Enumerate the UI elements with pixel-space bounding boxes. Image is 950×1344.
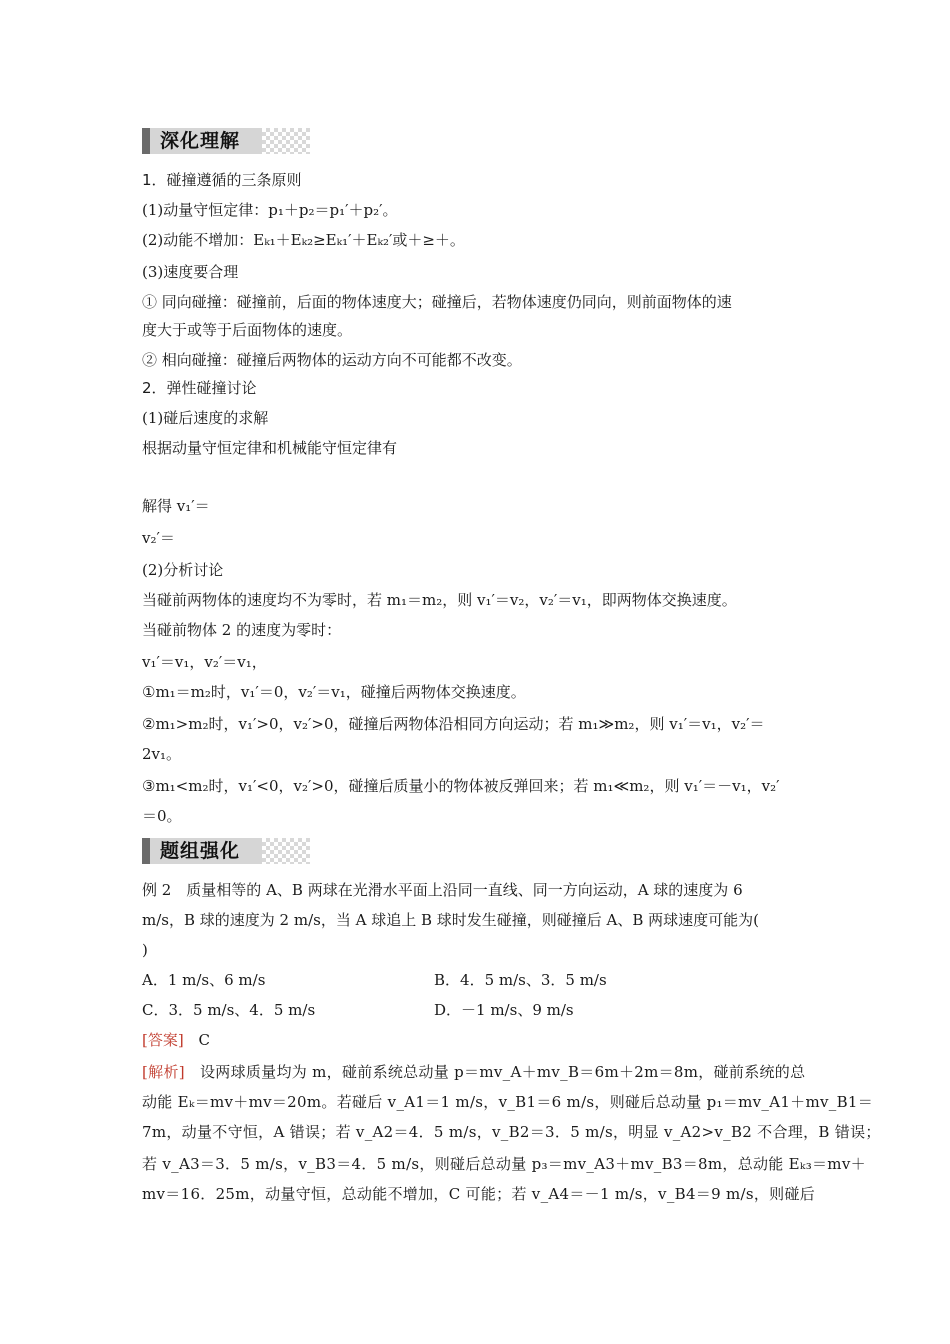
analysis-label: [解析] bbox=[142, 1063, 185, 1081]
subheading-analysis: (2)分析讨论 bbox=[142, 561, 224, 579]
option-c: C．3．5 m/s、4．5 m/s bbox=[142, 1001, 316, 1019]
same-direction-line2: 度大于或等于后面物体的速度。 bbox=[142, 321, 353, 339]
heading-collision-principles: 1．碰撞遵循的三条原则 bbox=[142, 171, 302, 189]
heading-elastic: 2．弹性碰撞讨论 bbox=[142, 379, 257, 397]
section-header-deepen bbox=[142, 124, 312, 158]
option-d: D．－1 m/s、9 m/s bbox=[434, 1001, 574, 1019]
solution-v1: 解得 v₁′＝ bbox=[142, 497, 210, 515]
section-title: 题组强化 bbox=[160, 840, 241, 862]
principle-energy: (2)动能不增加：Eₖ₁＋Eₖ₂≥Eₖ₁′＋Eₖ₂′或＋≥＋。 bbox=[142, 231, 465, 249]
analysis-para-line4: 若 v_A3＝3．5 m/s，v_B3＝4．5 m/s，则碰后总动量 p₃＝mv_A3＋mv_B3＝8m，总动能 Eₖ₃＝mv＋ bbox=[142, 1155, 866, 1173]
section-header-practice bbox=[142, 834, 312, 868]
analysis-para-line3: 7m，动量不守恒，A 错误；若 v_A2＝4．5 m/s，v_B2＝3．5 m/s，明显 v_A2>v_B2 不合理，B 错误； bbox=[142, 1123, 881, 1141]
subheading-velocity-solution: (1)碰后速度的求解 bbox=[142, 409, 269, 427]
analysis-para-line2: 动能 Eₖ＝mv＋mv＝20m。若碰后 v_A1＝1 m/s，v_B1＝6 m/s，则碰后总动量 p₁＝mv_A1＋mv_B1＝ bbox=[142, 1093, 874, 1111]
principle-momentum: (1)动量守恒定律：p₁＋p₂＝p₁′＋p₂′。 bbox=[142, 201, 398, 219]
answer-line bbox=[142, 1030, 812, 1050]
answer-value: C bbox=[198, 1031, 210, 1049]
analysis-text: 设两球质量均为 m，碰前系统总动量 p＝mv_A＋mv_B＝6m＋2m＝8m，碰前系统的总 bbox=[199, 1063, 806, 1081]
case-equal-mass: ①m₁＝m₂时，v₁′＝0，v₂′＝v₁，碰撞后两物体交换速度。 bbox=[142, 683, 526, 701]
analysis-line3: v₁′＝v₁，v₂′＝v₁， bbox=[142, 653, 267, 671]
example-line1: 例 2 质量相等的 A、B 两球在光滑水平面上沿同一直线、同一方向运动，A 球的速度为 6 bbox=[142, 881, 743, 899]
analysis-line2: 当碰前物体 2 的速度为零时： bbox=[142, 621, 342, 639]
answer-label: [答案] bbox=[142, 1031, 184, 1049]
principle-velocity: (3)速度要合理 bbox=[142, 263, 239, 281]
case-smaller-mass-line2: ＝0。 bbox=[142, 807, 182, 825]
same-direction-line1: ① 同向碰撞：碰撞前，后面的物体速度大；碰撞后，若物体速度仍同向，则前面物体的速 bbox=[142, 293, 732, 311]
case-greater-mass-line2: 2v₁。 bbox=[142, 745, 182, 763]
analysis-line1: 当碰前两物体的速度均不为零时，若 m₁＝m₂，则 v₁′＝v₂，v₂′＝v₁，即两物体交换速度。 bbox=[142, 591, 737, 609]
solution-v2: v₂′＝ bbox=[142, 529, 175, 547]
analysis-para-line1 bbox=[142, 1062, 812, 1082]
example-line2: m/s，B 球的速度为 2 m/s，当 A 球追上 B 球时发生碰撞，则碰撞后 A、B 两球速度可能为( bbox=[142, 911, 759, 929]
section-title: 深化理解 bbox=[160, 130, 241, 152]
analysis-para-line5: mv＝16．25m，动量守恒，总动能不增加，C 可能；若 v_A4＝－1 m/s，v_B4＝9 m/s，则碰后 bbox=[142, 1185, 816, 1203]
conservation-statement: 根据动量守恒定律和机械能守恒定律有 bbox=[142, 439, 398, 457]
option-a: A．1 m/s、6 m/s bbox=[142, 971, 266, 989]
example-line3: ) bbox=[142, 941, 148, 959]
case-greater-mass-line1: ②m₁>m₂时，v₁′>0，v₂′>0，碰撞后两物体沿相同方向运动；若 m₁≫m₂，则 v₁′＝v₁，v₂′＝ bbox=[142, 715, 765, 733]
opposite-direction: ② 相向碰撞：碰撞后两物体的运动方向不可能都不改变。 bbox=[142, 351, 522, 369]
option-b: B．4．5 m/s、3．5 m/s bbox=[434, 971, 607, 989]
case-smaller-mass-line1: ③m₁<m₂时，v₁′<0，v₂′>0，碰撞后质量小的物体被反弹回来；若 m₁≪m₂，则 v₁′＝－v₁，v₂′ bbox=[142, 777, 780, 795]
